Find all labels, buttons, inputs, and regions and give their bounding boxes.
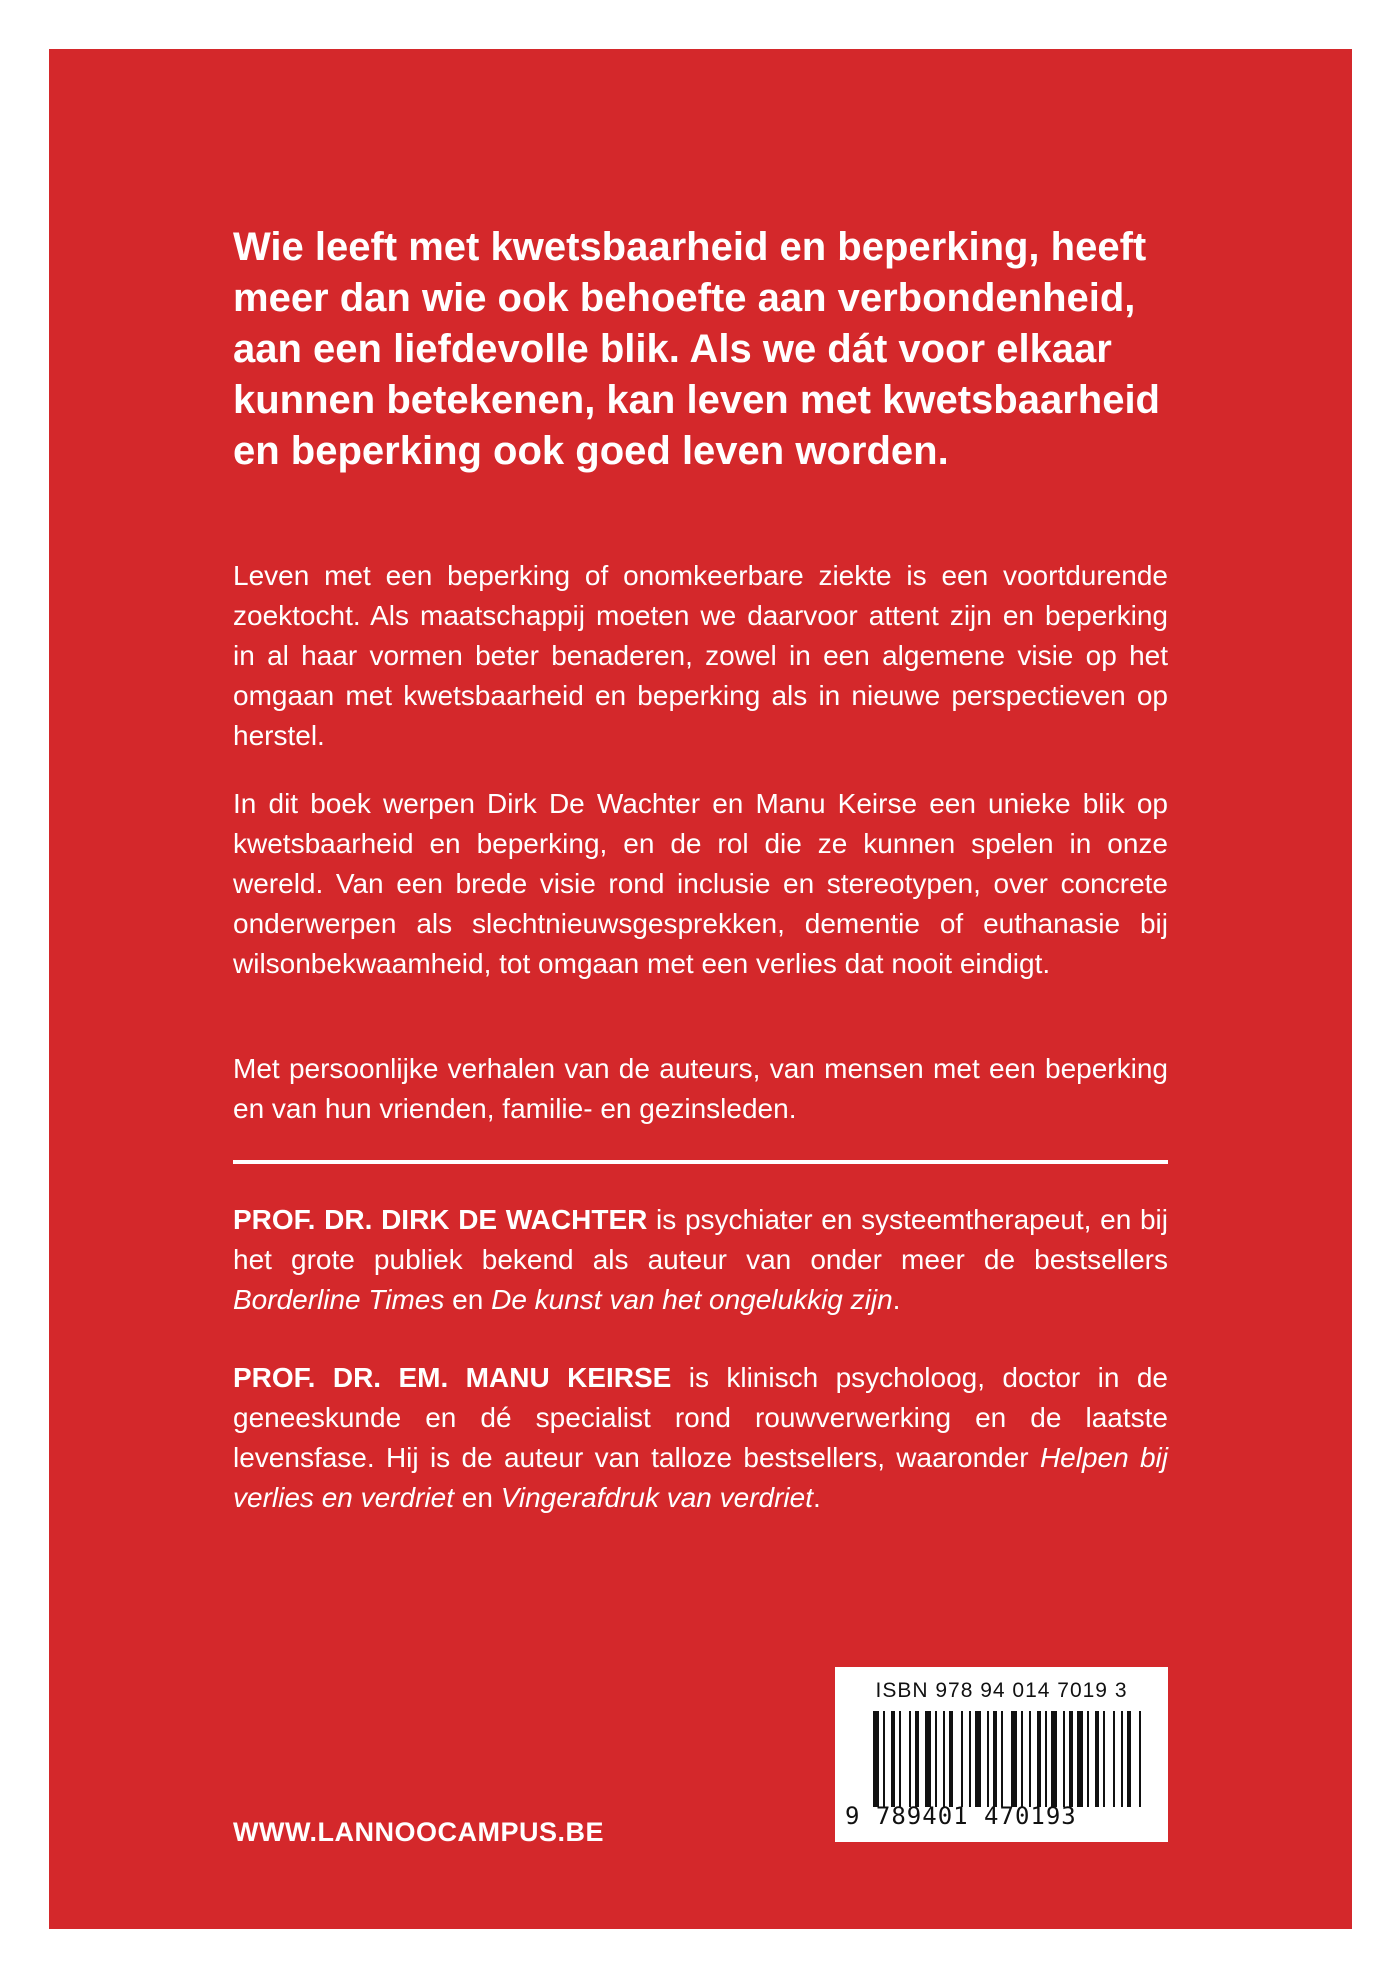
barcode-bar — [975, 1711, 981, 1807]
barcode-bar — [925, 1711, 931, 1807]
barcode-bar — [1127, 1711, 1131, 1807]
barcode-bar — [943, 1711, 945, 1807]
barcode-bar — [961, 1711, 963, 1807]
barcode-bar — [1121, 1711, 1123, 1807]
blurb-paragraph-1: Leven met een beperking of onomkeerbare ziekte is een voortdurende zoektocht. Als maatschappij moeten we daarvoor attent zijn en beperking in al haar vormen beter benaderen, zowel in een algemene visie op het omgaan met kwetsbaarheid en beperking als in nieuwe perspectieven op herstel. — [233, 560, 1168, 751]
barcode-bar — [1139, 1711, 1141, 1807]
barcode-bar — [1001, 1711, 1003, 1807]
book-title: Vingerafdruk van verdriet — [500, 1482, 814, 1513]
barcode-digits: 9 789401 470193 — [845, 1802, 1077, 1830]
barcode-bar — [1051, 1711, 1057, 1807]
author-name: PROF. DR. EM. MANU KEIRSE — [233, 1362, 672, 1393]
barcode-bar — [1095, 1711, 1099, 1807]
barcode-bar — [1077, 1711, 1083, 1807]
barcode-bar — [1011, 1711, 1017, 1807]
barcode-bars — [873, 1711, 1161, 1807]
barcode-bar — [1045, 1711, 1047, 1807]
blurb-paragraph-3: Met persoonlijke verhalen van de auteurs, van mensen met een beperking en van hun vrienden, familie- en gezinsleden. — [233, 1053, 1168, 1124]
author-bio-de-wachter — [233, 1200, 1168, 1320]
publisher-url: WWW.LANNOOCAMPUS.BE — [233, 1817, 604, 1847]
isbn-label: ISBN 978 94 014 7019 3 — [875, 1679, 1128, 1702]
barcode-bar — [1103, 1711, 1105, 1807]
barcode-bar — [1021, 1711, 1023, 1807]
barcode-bar — [987, 1711, 989, 1807]
author-name: PROF. DR. DIRK DE WACHTER — [233, 1204, 648, 1235]
blurb-paragraph-2: In dit boek werpen Dirk De Wachter en Manu Keirse een unieke blik op kwetsbaarheid en beperking, en de rol die ze kunnen spelen in onze wereld. Van een brede visie rond inclusie en stereotypen, over concrete onderwerpen als slechtnieuwsgesprekken, dementie of euthanasie bij wilsonbekwaamheid, tot omgaan met een verlies dat nooit eindigt. — [233, 788, 1168, 979]
barcode-bar — [935, 1711, 937, 1807]
book-title: De kunst van het ongelukkig zijn — [491, 1284, 893, 1315]
bio-text: en — [453, 1482, 501, 1513]
barcode-bar — [1087, 1711, 1089, 1807]
barcode-bar — [969, 1711, 971, 1807]
barcode-bar — [891, 1711, 895, 1807]
barcode-bar — [883, 1711, 885, 1807]
book-title: Helpen bij verlies en verdriet — [233, 1442, 1168, 1513]
barcode-bar — [1063, 1711, 1065, 1807]
barcode-bar — [915, 1711, 919, 1807]
barcode-bar — [1037, 1711, 1041, 1807]
lead-quote: Wie leeft met kwetsbaarheid en beperking, heeft meer dan wie ook behoefte aan verbondenheid, aan een liefdevolle blik. Als we dát voor elkaar kunnen betekenen, kan leven met kwetsbaarheid en beperking ook goed leven worden. — [233, 225, 1160, 473]
bio-text: is klinisch psycholoog, doctor in de geneeskunde en dé specialist rond rouwverwerking en de laatste levensfase. Hij is de auteur van talloze bestsellers, waaronder — [233, 1362, 1168, 1473]
bio-text: . — [892, 1284, 901, 1315]
barcode-bar — [873, 1711, 879, 1807]
barcode-bar — [949, 1711, 953, 1807]
divider-line — [233, 1160, 1168, 1164]
barcode-bar — [909, 1711, 911, 1807]
barcode-bar — [1029, 1711, 1031, 1807]
bio-text: en — [444, 1284, 492, 1315]
isbn-barcode — [835, 1667, 1168, 1842]
book-title: Borderline Times — [233, 1284, 445, 1315]
barcode-bar — [1113, 1711, 1115, 1807]
author-bio-keirse — [233, 1358, 1168, 1518]
bio-text: is psychiater en systeemtherapeut, en bij het grote publiek bekend als auteur van onder meer de bestsellers — [233, 1204, 1168, 1275]
barcode-bar — [1069, 1711, 1073, 1807]
bio-text: . — [813, 1482, 821, 1513]
barcode-bar — [993, 1711, 997, 1807]
barcode-bar — [899, 1711, 901, 1807]
